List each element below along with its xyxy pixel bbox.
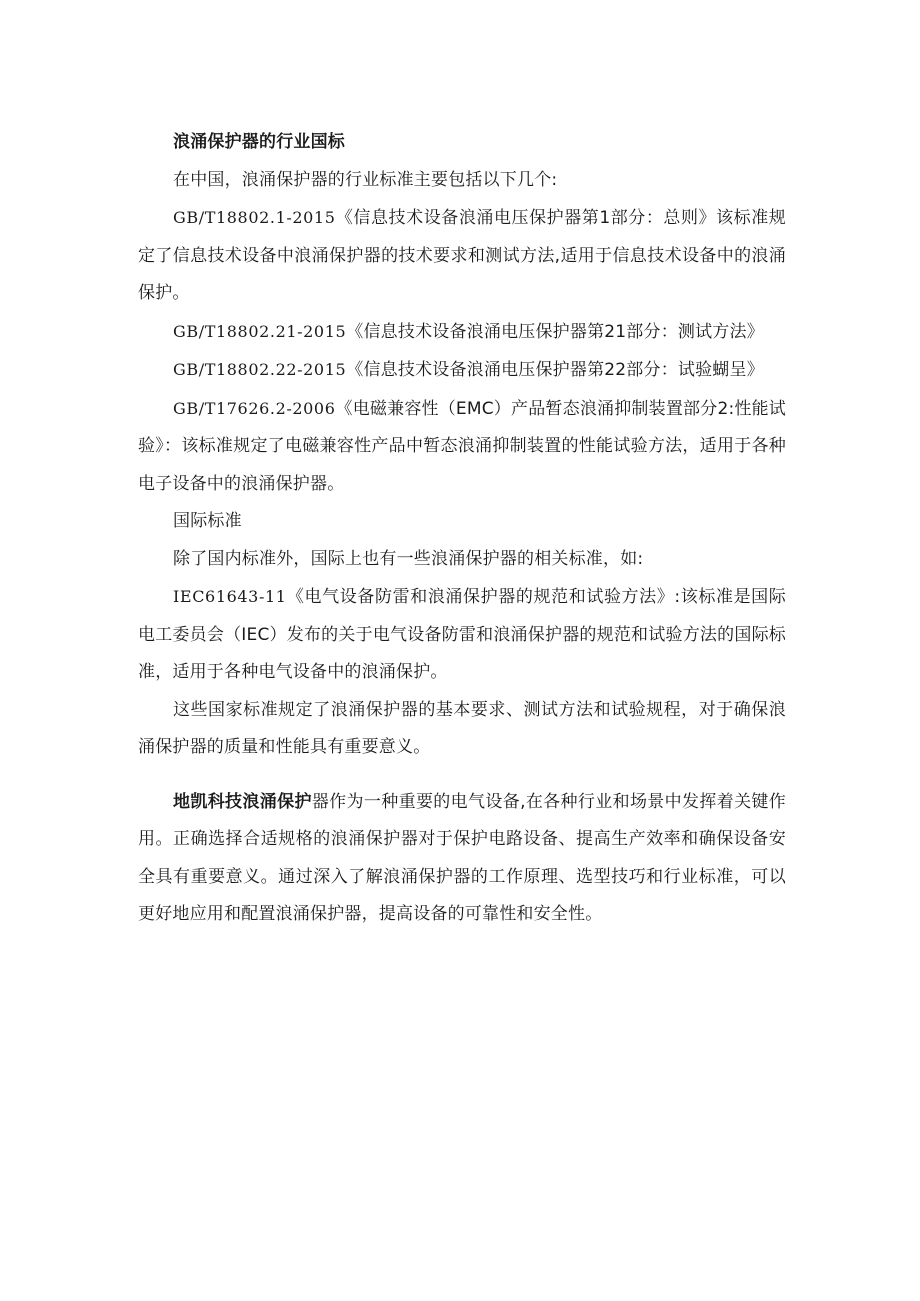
standard-description: 《电气设备防雷和浪涌保护器的规范和试验方法》:该标准是国际电工委员会（IEC）发布的关于电气设备防雷和浪涌保护器的规范和试验方法的国际标准，适用于各种电气设备中的浪涌保护。 bbox=[138, 587, 786, 682]
standard-code: GB/T18802.21-2015 bbox=[173, 321, 347, 341]
standard-description: 《电磁兼容性（EMC）产品暂态浪涌抑制装置部分2:性能试验》：该标准规定了电磁兼容性产品中暂态浪涌抑制装置的性能试验方法，适用于各种电子设备中的浪涌保护器。 bbox=[138, 398, 786, 494]
brand-name: 地凯科技浪涌保护 bbox=[173, 791, 312, 812]
standard-code: IEC61643-11 bbox=[173, 587, 287, 606]
standard-description: 《信息技术设备浪涌电压保护器第1部分：总则》该标准规定了信息技术设备中浪涌保护器的技术要求和测试方法,适用于信息技术设备中的浪涌保护。 bbox=[138, 208, 786, 303]
section-heading: 浪涌保护器的行业国标 bbox=[173, 132, 345, 152]
standard-code: GB/T18802.22-2015 bbox=[173, 360, 347, 379]
standard-gb-t18802-1 bbox=[138, 199, 786, 313]
standard-gb-t17626-2 bbox=[138, 390, 786, 504]
standard-gb-t18802-21 bbox=[138, 313, 786, 352]
standard-iec61643-11 bbox=[138, 578, 786, 692]
standard-code: GB/T17626.2-2006 bbox=[173, 398, 336, 418]
standard-code: GB/T18802.1-2015 bbox=[173, 208, 336, 227]
international-heading: 国际标准 bbox=[173, 511, 242, 531]
standard-gb-t18802-22 bbox=[138, 351, 786, 390]
closing-paragraph bbox=[138, 784, 786, 934]
standard-description: 《信息技术设备浪涌电压保护器第21部分：测试方法》 bbox=[346, 321, 764, 342]
intro-paragraph: 在中国，浪涌保护器的行业标准主要包括以下几个: bbox=[173, 169, 558, 190]
standard-description: 《信息技术设备浪涌电压保护器第22部分：试验蝴呈》 bbox=[346, 360, 764, 380]
closing-text: 器作为一种重要的电气设备,在各种行业和场景中发挥着关键作用。正确选择合适规格的浪涌保护器对于保护电路设备、提高生产效率和确保设备安全具有重要意义。通过深入了解浪涌保护器的工作原理、选型技巧和行业标准，可以更好地应用和配置浪涌保护器，提高设备的可靠性和安全性。 bbox=[138, 791, 786, 924]
summary-paragraph: 这些国家标准规定了浪涌保护器的基本要求、测试方法和试验规程，对于确保浪涌保护器的质量和性能具有重要意义。 bbox=[138, 699, 786, 757]
international-intro: 除了国内标准外，国际上也有一些浪涌保护器的相关标准，如: bbox=[173, 548, 644, 569]
document-body bbox=[138, 124, 786, 934]
